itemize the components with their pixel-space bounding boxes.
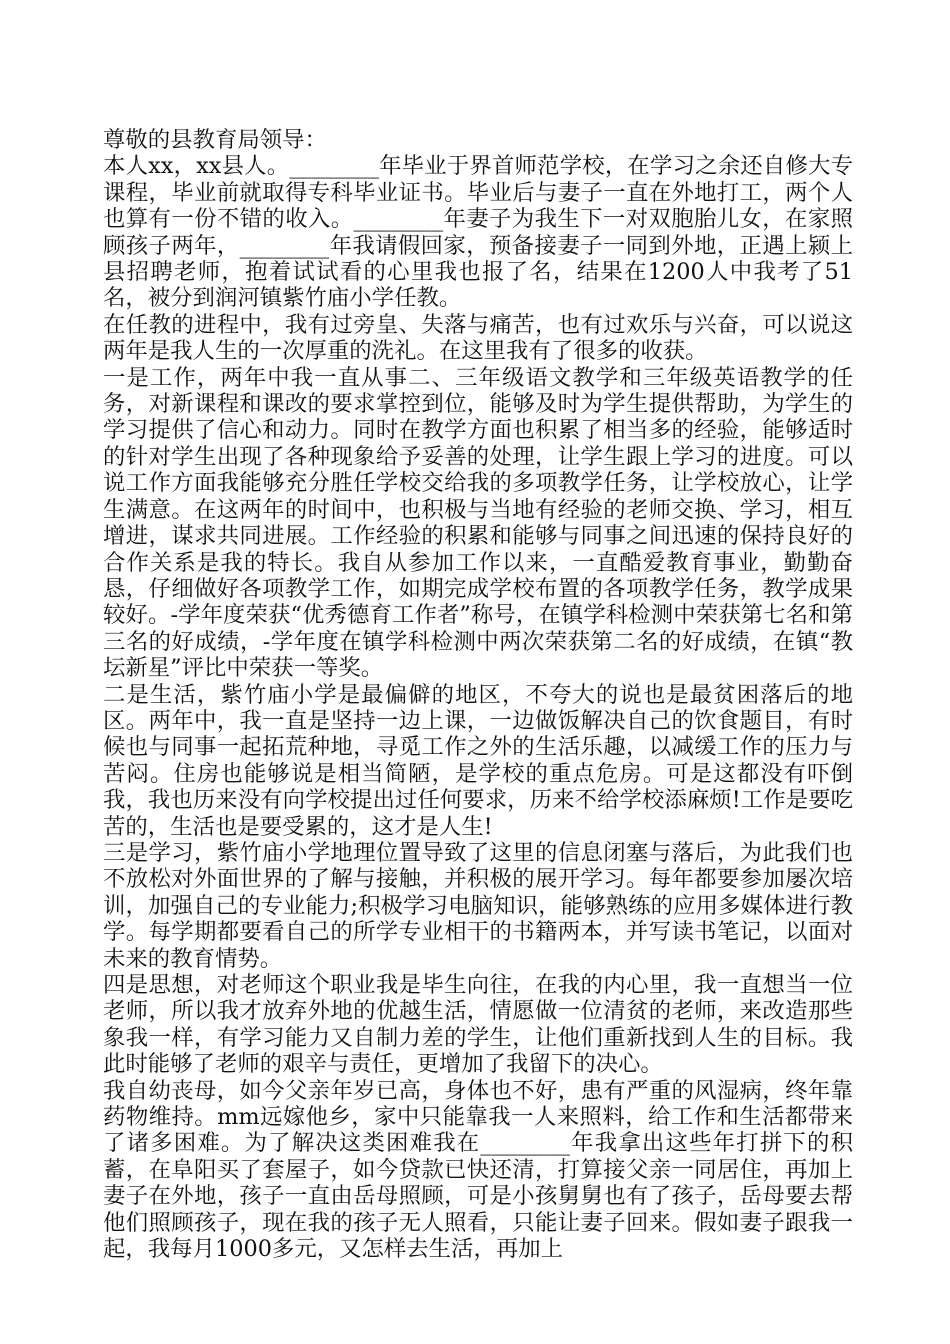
paragraph-family: 我自幼丧母，如今父亲年岁已高，身体也不好，患有严重的风湿病，终年靠药物维持。mm远嫁他乡，家中只能靠我一人来照料，给工作和生活都带来了诸多困难。为了解决这类困难我在________年我拿出这些年打拼下的积蓄，在阜阳买了套屋子，如今贷款已快还清，打算接父亲一同居住，再加上妻子在外地，孩子一直由岳母照顾，可是小孩舅舅也有了孩子，岳母要去帮他们照顾孩子，现在我的孩子无人照看，只能让妻子回来。假如妻子跟我一起，我每月1000多元，又怎样去生活，再加上 xyxy=(103,1077,853,1263)
letter-body xyxy=(103,127,853,1262)
paragraph-intro: 本人xx，xx县人。________年毕业于界首师范学校，在学习之余还自修大专课程，毕业前就取得专科毕业证书。毕业后与妻子一直在外地打工，两个人也算有一份不错的收入。________年妻子为我生下一对双胞胎儿女，在家照顾孩子两年，________年我请假回家，预备接妻子一同到外地，正遇上颍上县招聘老师，抱着试试看的心里我也报了名，结果在1200人中我考了51名，被分到润河镇紫竹庙小学任教。 xyxy=(103,153,853,312)
paragraph-thought: 四是思想，对老师这个职业我是毕生向往，在我的内心里，我一直想当一位老师，所以我才放弃外地的优越生活，情愿做一位清贫的老师，来改造那些象我一样，有学习能力又自制力差的学生，让他们重新找到人生的目标。我此时能够了老师的艰辛与责任，更增加了我留下的决心。 xyxy=(103,972,853,1078)
paragraph-work: 一是工作，两年中我一直从事二、三年级语文教学和三年级英语教学的任务，对新课程和课改的要求掌控到位，能够及时为学生提供帮助，为学生的学习提供了信心和动力。同时在教学方面也积累了相当多的经验，能够适时的针对学生出现了各种现象给予妥善的处理，让学生跟上学习的进度。可以说工作方面我能够充分胜任学校交给我的多项教学任务，让学校放心，让学生满意。在这两年的时间中，也积极与当地有经验的老师交换、学习，相互增进，谋求共同进展。工作经验的积累和能够与同事之间迅速的保持良好的合作关系是我的特长。我自从参加工作以来，一直酷爱教育事业，勤勤奋恳，仔细做好各项教学工作，如期完成学校布置的各项教学任务，教学成果较好。-学年度荣获“优秀德育工作者”称号，在镇学科检测中荣获第七名和第三名的好成绩，-学年度在镇学科检测中两次荣获第二名的好成绩，在镇“教坛新星”评比中荣获一等奖。 xyxy=(103,364,853,682)
paragraph-life: 二是生活，紫竹庙小学是最偏僻的地区，不夸大的说也是最贫困落后的地区。两年中，我一直是坚持一边上课，一边做饭解决自己的饮食题目，有时候也与同事一起拓荒种地，寻觅工作之外的生活乐趣，以减缓工作的压力与苦闷。住房也能够说是相当简陋，是学校的重点危房。可是这都没有吓倒我，我也历来没有向学校提出过任何要求，历来不给学校添麻烦!工作是要吃苦的，生活也是要受累的，这才是人生! xyxy=(103,681,853,840)
paragraph-study: 三是学习，紫竹庙小学地理位置导致了这里的信息闭塞与落后，为此我们也不放松对外面世界的了解与接触，并积极的展开学习。每年都要参加屡次培训，加强自己的专业能力;积极学习电脑知识，能够熟练的应用多媒体进行教学。每学期都要看自己的所学专业相干的书籍两本，并写读书笔记，以面对未来的教育情势。 xyxy=(103,839,853,972)
salutation: 尊敬的县教育局领导： xyxy=(103,127,327,153)
paragraph-experience: 在任教的进程中，我有过旁皇、失落与痛苦，也有过欢乐与兴奋，可以说这两年是我人生的一次厚重的洗礼。在这里我有了很多的收获。 xyxy=(103,311,853,365)
